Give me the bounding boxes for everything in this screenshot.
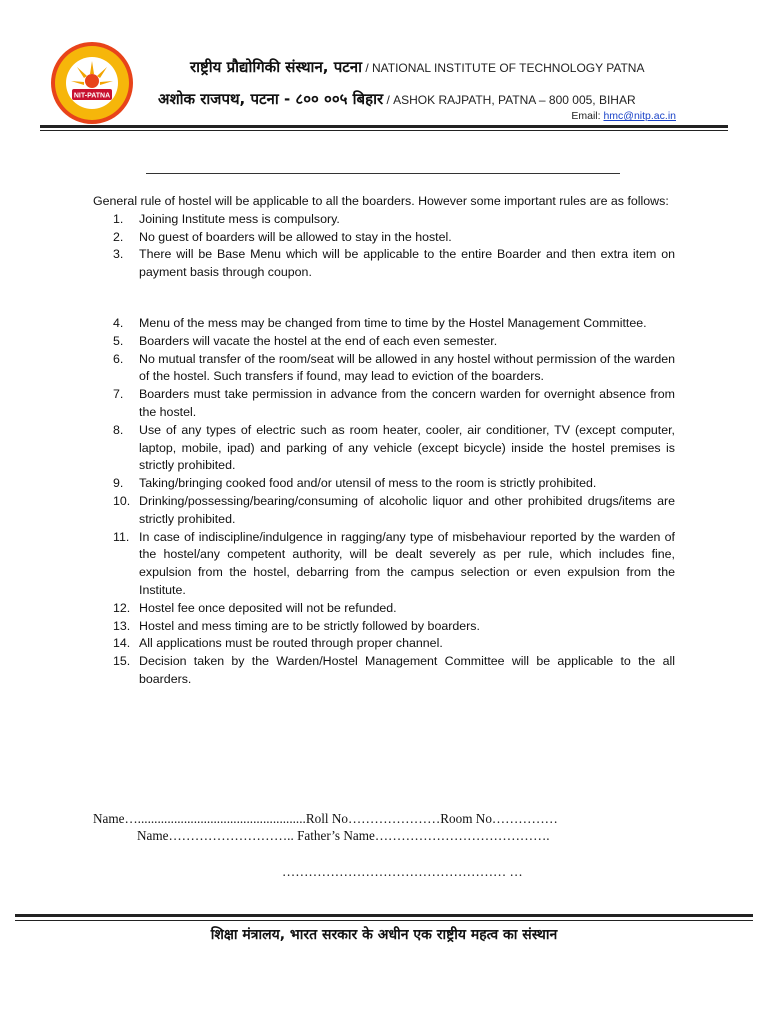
rule-number: 7. [113, 387, 124, 402]
rule-text: There will be Base Menu which will be applicable to the entire Boarder and then extra item on payment basis through coupon. [139, 247, 675, 280]
footer-tagline: शिक्षा मंत्रालय, भारत सरकार के अधीन एक राष्ट्रीय महत्व का संस्थान [210, 927, 558, 943]
rule-item [93, 333, 675, 351]
rule-number: 11. [113, 529, 130, 544]
svg-text:NIT-PATNA: NIT-PATNA [73, 92, 111, 100]
header-divider-thin [40, 130, 728, 131]
rule-text: Joining Institute mess is compulsory. [139, 211, 340, 226]
rule-item [93, 475, 675, 493]
rule-text: Decision taken by the Warden/Hostel Management Committee will be applicable to the all boarders. [139, 654, 675, 686]
rule-number: 8. [113, 422, 124, 437]
rule-number: 10. [113, 493, 131, 508]
email-label: Email: [571, 110, 604, 122]
rule-item [93, 211, 675, 229]
footer-divider [15, 914, 753, 917]
rules-list [93, 211, 675, 282]
email-line [571, 110, 676, 122]
institute-name-english: / NATIONAL INSTITUTE OF TECHNOLOGY PATNA [361, 61, 645, 75]
rule-item [93, 315, 675, 333]
rule-text: Hostel and mess timing are to be strictly followed by boarders. [139, 618, 480, 633]
institute-logo [50, 41, 134, 125]
rule-text: In case of indiscipline/indulgence in ragging/any type of misbehaviour reported by the warden of the hostel/any competent authority, will be dealt severely as per rule, which includes fine, expulsion from the hostel, debarring from the campus selection or even expulsion from the Institute. [139, 529, 675, 597]
rule-number: 3. [113, 247, 124, 262]
institute-name-line [190, 57, 644, 77]
address-english: / ASHOK RAJPATH, PATNA – 800 005, BIHAR [383, 93, 636, 107]
rule-text: Boarders will vacate the hostel at the end of each even semester. [139, 333, 498, 348]
rule-item [93, 635, 675, 653]
rule-number: 14. [113, 636, 131, 651]
rule-item [93, 351, 675, 387]
rule-item [93, 618, 675, 636]
header-divider [40, 125, 728, 128]
rule-item [93, 229, 675, 247]
rule-text: Hostel fee once deposited will not be refunded. [139, 600, 397, 615]
rule-number: 13. [113, 618, 131, 633]
address-hindi: अशोक राजपथ, पटना - ८०० ००५ बिहार [158, 90, 384, 108]
rule-number: 9. [113, 476, 124, 491]
rule-item [93, 246, 675, 282]
name-roll-room-line: Name…...................................................Roll No…………………Room No…………… [93, 811, 558, 826]
rule-item [93, 422, 675, 475]
rule-number: 15. [113, 654, 131, 669]
rule-text: Boarders must take permission in advance from the concern warden for overnight absence from the hostel. [139, 387, 675, 419]
footer-divider-thin [15, 920, 753, 921]
rule-text: All applications must be routed through proper channel. [139, 636, 443, 651]
rule-text: No mutual transfer of the room/seat will be allowed in any hostel without permission of the warden of the hostel. Such transfers if found, may lead to eviction of the boarders. [139, 351, 675, 384]
rule-text: No guest of boarders will be allowed to stay in the hostel. [139, 229, 452, 244]
separator-line [146, 173, 620, 174]
signature-line: …………………………………………… … [282, 864, 523, 879]
institute-name-hindi: राष्ट्रीय प्रौद्योगिकी संस्थान, पटना [190, 58, 362, 76]
rule-number: 6. [113, 351, 124, 366]
rule-item [93, 600, 675, 618]
rule-number: 1. [113, 211, 124, 226]
rule-number: 2. [113, 229, 124, 244]
rule-text: Drinking/possessing/bearing/consuming of alcoholic liquor and other prohibited drugs/items are strictly prohibited. [139, 493, 675, 526]
rule-number: 12. [113, 600, 131, 615]
rule-item [93, 529, 675, 600]
rule-number: 5. [113, 333, 124, 348]
rules-section [93, 193, 675, 689]
intro-paragraph: General rule of hostel will be applicable to all the boarders. However some important rules are as follows: [93, 194, 669, 208]
rule-text: Menu of the mess may be changed from time to time by the Hostel Management Committee. [139, 315, 647, 330]
rule-item [93, 386, 675, 422]
rule-text: Use of any types of electric such as room heater, cooler, air conditioner, TV (except computer, laptop, mobile, ipad) and parking of any vehicle (except bicycle) inside the hostel premises is strictly prohibited. [139, 422, 675, 473]
name-father-name-line: Name……………………….. Father’s Name…………………………………. [137, 828, 550, 843]
rule-item [93, 493, 675, 529]
rule-number: 4. [113, 315, 124, 330]
rule-item [93, 653, 675, 689]
rule-text: Taking/bringing cooked food and/or utensil of mess to the room is strictly prohibited. [139, 476, 597, 491]
rules-list-continued [93, 315, 675, 689]
list-gap [93, 282, 675, 315]
institute-address-line [158, 89, 636, 109]
email-link[interactable]: hmc@nitp.ac.in [603, 110, 676, 122]
